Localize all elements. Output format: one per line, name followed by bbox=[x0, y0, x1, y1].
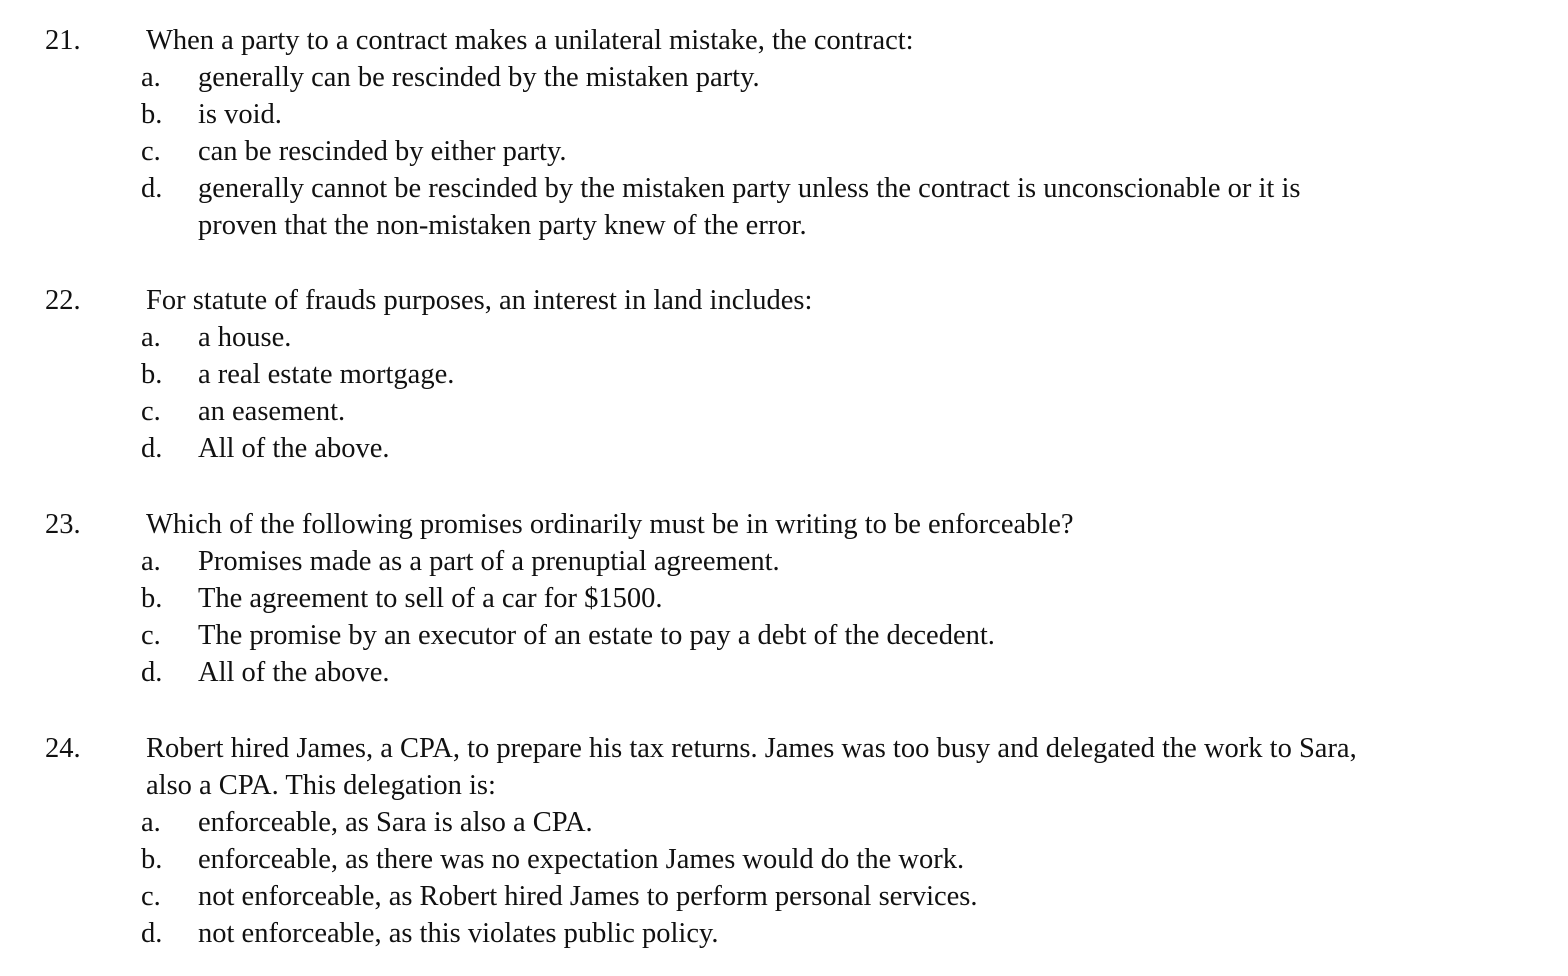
answer-option bbox=[0, 170, 1568, 207]
option-letter: a. bbox=[141, 62, 161, 93]
option-text: The promise by an executor of an estate to pay a debt of the decedent. bbox=[198, 620, 995, 651]
question-number: 23. bbox=[45, 509, 81, 540]
question-stem-line bbox=[0, 22, 1568, 59]
option-text: an easement. bbox=[198, 396, 346, 427]
option-letter: d. bbox=[141, 173, 163, 204]
option-text: not enforceable, as this violates public policy. bbox=[198, 918, 719, 949]
option-letter: b. bbox=[141, 844, 163, 875]
answer-option bbox=[0, 654, 1568, 691]
answer-option bbox=[0, 543, 1568, 580]
option-letter: c. bbox=[141, 136, 161, 167]
option-letter: d. bbox=[141, 918, 163, 949]
answer-option bbox=[0, 804, 1568, 841]
answer-option bbox=[0, 878, 1568, 915]
option-letter: b. bbox=[141, 583, 163, 614]
question-stem-line bbox=[0, 506, 1568, 543]
answer-option bbox=[0, 430, 1568, 467]
question-text: Which of the following promises ordinarily must be in writing to be enforceable? bbox=[146, 509, 1074, 540]
option-text: not enforceable, as Robert hired James to perform personal services. bbox=[198, 881, 978, 912]
option-text: enforceable, as Sara is also a CPA. bbox=[198, 807, 593, 838]
question-number: 22. bbox=[45, 285, 81, 316]
option-letter: b. bbox=[141, 359, 163, 390]
question-stem-line bbox=[0, 282, 1568, 319]
question-number: 21. bbox=[45, 25, 81, 56]
question-text: Robert hired James, a CPA, to prepare his tax returns. James was too busy and delegated the work to Sara, bbox=[146, 733, 1357, 764]
question-23 bbox=[0, 506, 1568, 691]
option-text: enforceable, as there was no expectation James would do the work. bbox=[198, 844, 965, 875]
question-21 bbox=[0, 22, 1568, 244]
option-text: generally cannot be rescinded by the mistaken party unless the contract is unconscionable or it is bbox=[198, 173, 1301, 204]
option-letter: a. bbox=[141, 807, 161, 838]
option-letter: d. bbox=[141, 657, 163, 688]
option-text: a real estate mortgage. bbox=[198, 359, 455, 390]
option-text: can be rescinded by either party. bbox=[198, 136, 567, 167]
option-text: is void. bbox=[198, 99, 282, 130]
answer-option bbox=[0, 841, 1568, 878]
answer-option bbox=[0, 96, 1568, 133]
answer-option bbox=[0, 915, 1568, 952]
option-letter: c. bbox=[141, 881, 161, 912]
answer-option bbox=[0, 133, 1568, 170]
option-text: Promises made as a part of a prenuptial agreement. bbox=[198, 546, 780, 577]
question-number: 24. bbox=[45, 733, 81, 764]
option-text: All of the above. bbox=[198, 657, 390, 688]
answer-option bbox=[0, 580, 1568, 617]
option-letter: b. bbox=[141, 99, 163, 130]
question-text: also a CPA. This delegation is: bbox=[146, 770, 496, 801]
question-stem-line bbox=[0, 767, 1568, 804]
option-letter: c. bbox=[141, 620, 161, 651]
question-24 bbox=[0, 730, 1568, 952]
answer-option bbox=[0, 207, 1568, 244]
answer-option bbox=[0, 356, 1568, 393]
option-letter: a. bbox=[141, 322, 161, 353]
option-letter: a. bbox=[141, 546, 161, 577]
option-text: a house. bbox=[198, 322, 292, 353]
question-text: For statute of frauds purposes, an interest in land includes: bbox=[146, 285, 813, 316]
option-letter: d. bbox=[141, 433, 163, 464]
question-22 bbox=[0, 282, 1568, 467]
answer-option bbox=[0, 393, 1568, 430]
option-text: proven that the non-mistaken party knew of the error. bbox=[198, 210, 807, 241]
answer-option bbox=[0, 617, 1568, 654]
question-stem-line bbox=[0, 730, 1568, 767]
answer-option bbox=[0, 59, 1568, 96]
option-text: generally can be rescinded by the mistaken party. bbox=[198, 62, 760, 93]
option-text: All of the above. bbox=[198, 433, 390, 464]
question-text: When a party to a contract makes a unilateral mistake, the contract: bbox=[146, 25, 914, 56]
answer-option bbox=[0, 319, 1568, 356]
option-letter: c. bbox=[141, 396, 161, 427]
option-text: The agreement to sell of a car for $1500. bbox=[198, 583, 663, 614]
